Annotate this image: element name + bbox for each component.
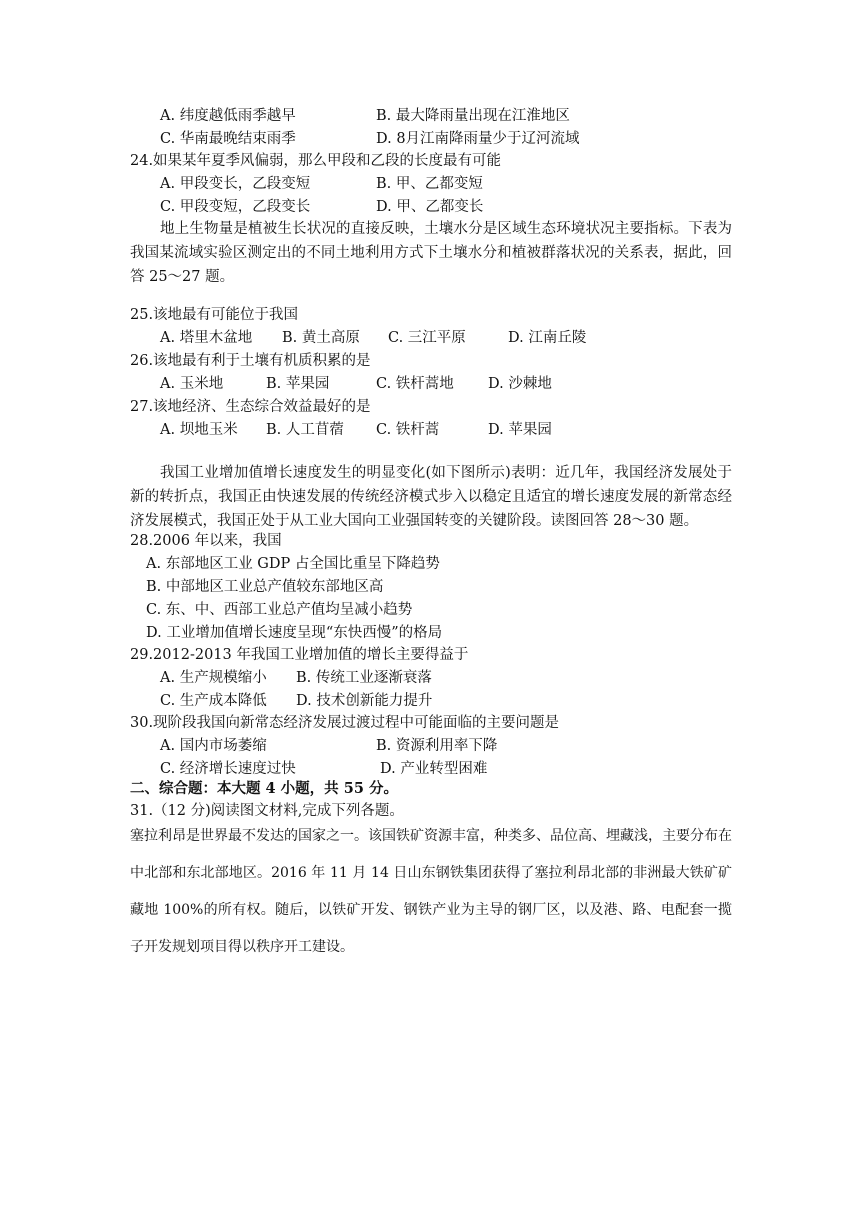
q25-option-c: C. 三江平原 (388, 330, 466, 346)
q30-option-a: A. 国内市场萎缩 (160, 738, 267, 754)
q31-stem: 31.（12 分)阅读图文材料,完成下列各题。 (130, 803, 404, 819)
q24-stem: 24.如果某年夏季风偏弱，那么甲段和乙段的长度最有可能 (130, 153, 502, 169)
q27-stem: 27.该地经济、生态综合效益最好的是 (130, 399, 371, 415)
q29-option-b: B. 传统工业逐渐衰落 (296, 670, 432, 686)
q28-stem: 28.2006 年以来，我国 (130, 533, 282, 549)
q30-stem: 30.现阶段我国向新常态经济发展过渡过程中可能面临的主要问题是 (130, 715, 560, 731)
q26-stem: 26.该地最有利于土壤有机质积累的是 (130, 353, 371, 369)
q24-option-a: A. 甲段变长，乙段变短 (160, 176, 311, 192)
q27-option-b: B. 人工苜蓿 (266, 422, 344, 438)
passage-25-27: 地上生物量是植被生长状况的直接反映，土壤水分是区域生态环境状况主要指标。下表为我国某流域实验区测定出的不同土地利用方式下土壤水分和植被群落状况的关系表，据此，回答 25～27 题。 (130, 221, 732, 285)
q23-option-c: C. 华南最晚结束雨季 (160, 131, 296, 147)
q29-option-d: D. 技术创新能力提升 (296, 693, 433, 709)
q31-passage: 塞拉利昂是世界最不发达的国家之一。该国铁矿资源丰富，种类多、品位高、埋藏浅，主要分布在中北部和东北部地区。2016 年 11 月 14 日山东钢铁集团获得了塞拉利昂北部的非洲最大铁矿矿藏地 100%的所有权。随后，以铁矿开发、钢铁产业为主导的钢厂区，以及港、路、电配套一揽子开发规划项目得以秩序开工建设。 (130, 828, 732, 955)
q26-option-d: D. 沙棘地 (488, 376, 552, 392)
q28-option-c: C. 东、中、西部工业总产值均呈减小趋势 (146, 602, 413, 618)
q24-option-b: B. 甲、乙都变短 (376, 176, 483, 192)
q23-option-a: A. 纬度越低雨季越早 (160, 108, 296, 124)
q27-option-a: A. 坝地玉米 (160, 422, 238, 438)
q24-option-c: C. 甲段变短，乙段变长 (160, 199, 311, 215)
q29-option-a: A. 生产规模缩小 (160, 670, 267, 686)
q26-option-b: B. 苹果园 (266, 376, 330, 392)
q26-option-c: C. 铁杆蒿地 (376, 376, 454, 392)
q23-option-d: D. 8月江南降雨量少于辽河流域 (376, 131, 580, 147)
section-2-heading: 二、综合题：本大题 4 小题，共 55 分。 (130, 780, 398, 797)
q29-option-c: C. 生产成本降低 (160, 693, 267, 709)
q30-option-c: C. 经济增长速度过快 (160, 761, 296, 777)
q25-option-d: D. 江南丘陵 (508, 330, 587, 346)
q28-option-d: D. 工业增加值增长速度呈现“东快西慢”的格局 (146, 625, 443, 641)
q25-option-a: A. 塔里木盆地 (160, 330, 253, 346)
q30-option-b: B. 资源利用率下降 (376, 738, 498, 754)
q28-option-a: A. 东部地区工业 GDP 占全国比重呈下降趋势 (146, 556, 440, 572)
passage-28-30: 我国工业增加值增长速度发生的明显变化(如下图所示)表明：近几年，我国经济发展处于新的转折点，我国正由快速发展的传统经济模式步入以稳定且适宜的增长速度发展的新常态经济发展模式，我国正处于从工业大国向工业强国转变的关键阶段。读图回答 28～30 题。 (130, 465, 732, 529)
q30-option-d: D. 产业转型困难 (380, 761, 488, 777)
q23-option-b: B. 最大降雨量出现在江淮地区 (376, 108, 570, 124)
q27-option-c: C. 铁杆蒿 (376, 422, 440, 438)
q25-stem: 25.该地最有可能位于我国 (130, 307, 299, 323)
q24-option-d: D. 甲、乙都变长 (376, 199, 484, 215)
q29-stem: 29.2012-2013 年我国工业增加值的增长主要得益于 (130, 647, 469, 663)
q28-option-b: B. 中部地区工业总产值较东部地区高 (146, 579, 384, 595)
q27-option-d: D. 苹果园 (488, 422, 552, 438)
q26-option-a: A. 玉米地 (160, 376, 224, 392)
q25-option-b: B. 黄土高原 (282, 330, 360, 346)
